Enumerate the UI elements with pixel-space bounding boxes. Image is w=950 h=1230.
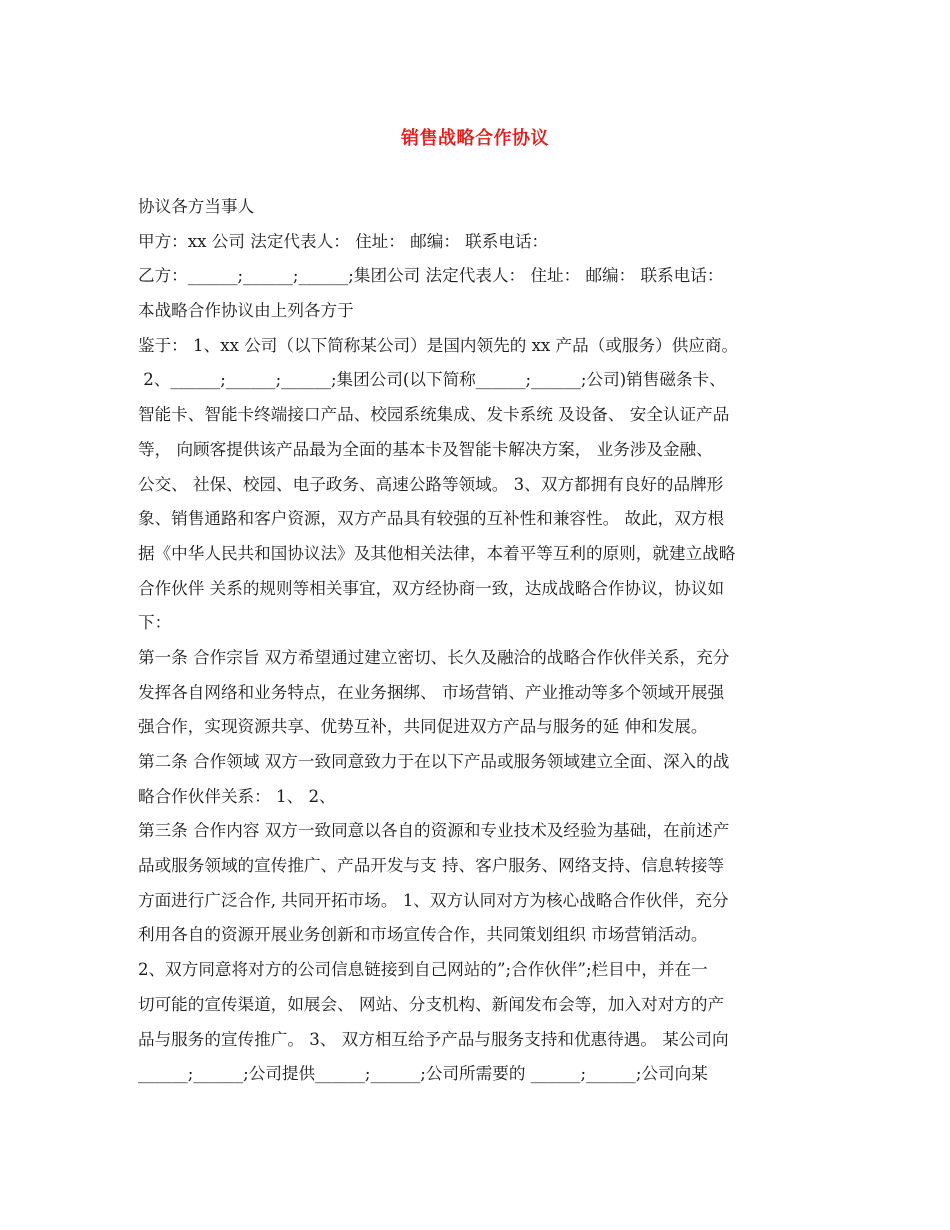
text-line: 协议各方当事人 <box>138 197 255 216</box>
text-line: 方面进行广泛合作, 共同开拓市场。 1、双方认同对方为核心战略合作伙伴，充分 <box>138 890 729 910</box>
text-line: 略合作伙伴关系： 1、 2、 <box>138 786 336 806</box>
text-line: 鉴于： 1、xx 公司（以下简称某公司）是国内领先的 xx 产品（或服务）供应商。 <box>138 335 739 355</box>
text-line: 2、双方同意将对方的公司信息链接到自己网站的”;合作伙伴”;栏目中，并在一 <box>138 960 708 980</box>
text-line: 公交、 社保、校园、电子政务、高速公路等领域。 3、双方都拥有良好的品牌形 <box>138 474 724 494</box>
text-line: 等， 向顾客提供该产品最为全面的基本卡及智能卡解决方案， 业务涉及金融、 <box>138 439 713 459</box>
text-line: 品或服务领域的宣传推广、产品开发与支 持、客户服务、网络支持、信息转接等 <box>138 856 725 876</box>
document-title: 销售战略合作协议 <box>401 128 549 149</box>
text-line: 第一条 合作宗旨 双方希望通过建立密切、长久及融洽的战略合作伙伴关系，充分 <box>138 647 730 667</box>
text-line: 发挥各自网络和业务特点，在业务捆绑、 市场营销、产业推动等多个领域开展强 <box>138 682 725 702</box>
text-line: 下： <box>138 613 172 633</box>
text-line: 品与服务的宣传推广。 3、 双方相互给予产品与服务支持和优惠待遇。 某公司向 <box>138 1029 729 1049</box>
text-line: 强合作，实现资源共享、优势互补，共同促进双方产品与服务的延 伸和发展。 <box>138 717 708 737</box>
text-line: ______;______;公司提供______;______;公司所需要的 ______;______;公司向某 <box>138 1064 708 1084</box>
text-line: 乙方：______;______;______;集团公司 法定代表人： 住址： 邮编： 联系电话： <box>138 266 724 286</box>
text-line: 智能卡、智能卡终端接口产品、校园系统集成、发卡系统 及设备、 安全认证产品 <box>138 405 730 425</box>
text-line: 第二条 合作领域 双方一致同意致力于在以下产品或服务领域建立全面、深入的战 <box>138 752 730 771</box>
document-body <box>138 190 828 1092</box>
text-line: 合作伙伴 关系的规则等相关事宜，双方经协商一致，达成战略合作协议，协议如 <box>138 578 725 598</box>
text-line: 象、销售通路和客户资源，双方产品具有较强的互补性和兼容性。 故此，双方根 <box>138 509 725 529</box>
text-line: 2、______;______;______;集团公司(以下简称______;______;公司)销售磁条卡、 <box>138 370 726 390</box>
text-line: 利用各自的资源开展业务创新和市场宣传合作，共同策划组织 市场营销活动。 <box>138 925 708 945</box>
text-line: 本战略合作协议由上列各方于 <box>138 301 354 321</box>
text-line: 据《中华人民共和国协议法》及其他相关法律，本着平等互利的原则，就建立战略 <box>138 543 736 563</box>
text-line: 切可能的宣传渠道，如展会、 网站、分支机构、新闻发布会等，加入对对方的产 <box>138 994 725 1014</box>
text-line: 甲方：xx 公司 法定代表人： 住址： 邮编： 联系电话： <box>138 231 549 251</box>
text-line: 第三条 合作内容 双方一致同意以各自的资源和专业技术及经验为基础，在前述产 <box>138 821 730 841</box>
